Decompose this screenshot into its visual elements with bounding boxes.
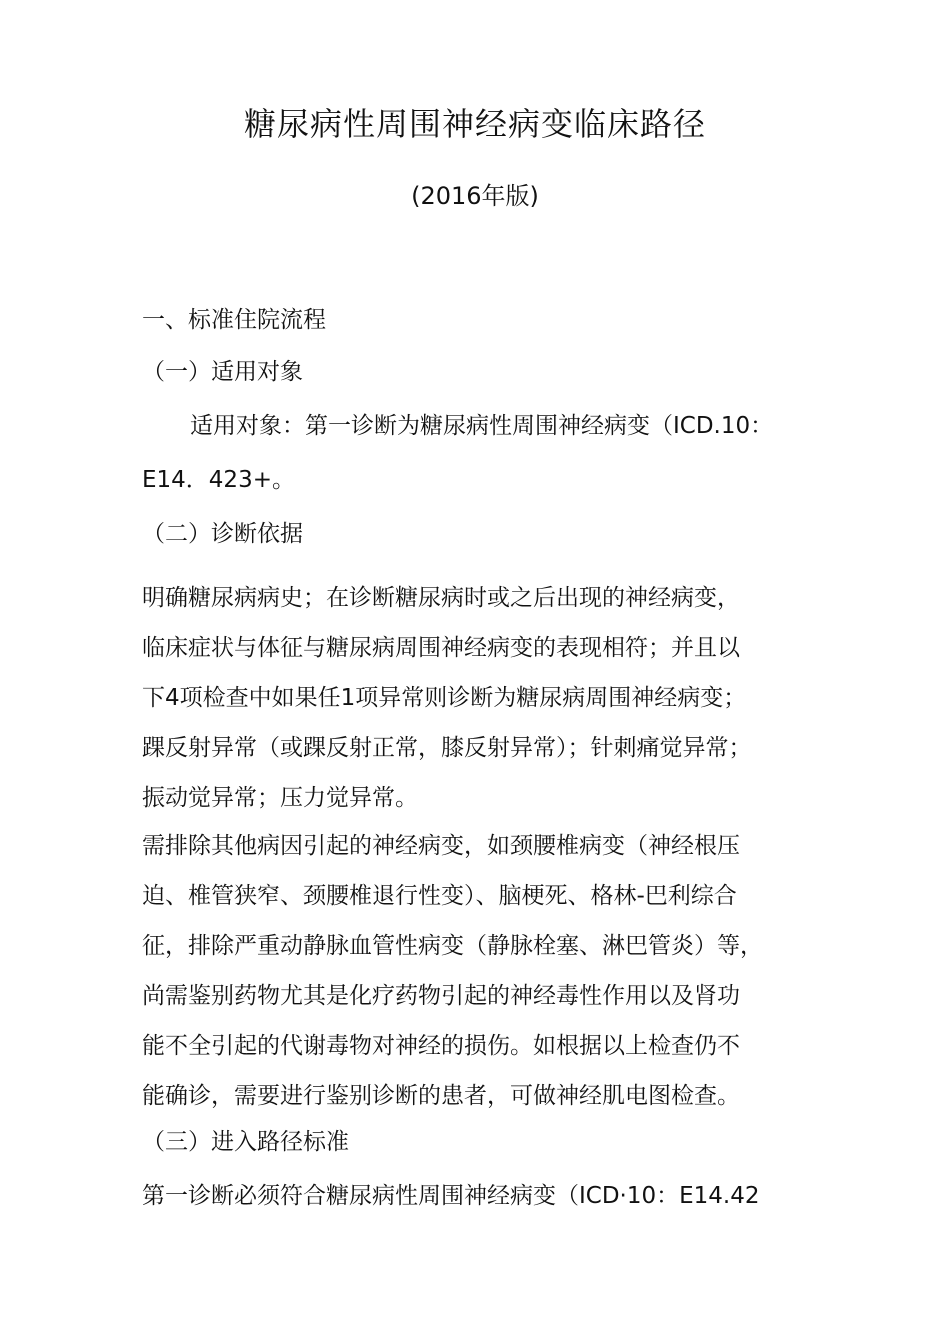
paragraph-line: 第一诊断必须符合糖尿病性周围神经病变（ICD·10：E14.42 xyxy=(142,1183,760,1209)
paragraph-line: 明确糖尿病病史；在诊断糖尿病时或之后出现的神经病变， xyxy=(142,585,740,611)
subsection-heading-diagnosis: （二）诊断依据 xyxy=(142,521,303,547)
paragraph-line: 征，排除严重动静脉血管性病变（静脉栓塞、淋巴管炎）等， xyxy=(142,933,763,959)
document-title: 糖尿病性周围神经病变临床路径 xyxy=(243,105,706,143)
paragraph-line: 振动觉异常；压力觉异常。 xyxy=(142,785,418,811)
paragraph-line: 踝反射异常（或踝反射正常，膝反射异常）；针刺痛觉异常； xyxy=(142,735,752,761)
paragraph-line: 临床症状与体征与糖尿病周围神经病变的表现相符；并且以 xyxy=(142,635,740,661)
document-subtitle: (2016年版) xyxy=(411,182,539,210)
paragraph-line: 能不全引起的代谢毒物对神经的损伤。如根据以上检查仍不 xyxy=(142,1033,740,1059)
paragraph-line: 下4项检查中如果任1项异常则诊断为糖尿病周围神经病变； xyxy=(142,685,747,711)
paragraph-line: 迫、椎管狭窄、颈腰椎退行性变）、脑梗死、格林-巴利综合 xyxy=(142,883,737,909)
paragraph-line: 尚需鉴别药物尤其是化疗药物引起的神经毒性作用以及肾功 xyxy=(142,983,740,1009)
paragraph-line: 适用对象：第一诊断为糖尿病性周围神经病变（ICD.10： xyxy=(190,413,774,439)
subsection-heading-applicable: （一）适用对象 xyxy=(142,359,303,385)
subsection-heading-pathway-entry: （三）进入路径标准 xyxy=(142,1129,349,1155)
paragraph-line: E14．423+。 xyxy=(142,467,295,493)
section-heading-1: 一、标准住院流程 xyxy=(142,307,326,333)
paragraph-line: 能确诊，需要进行鉴别诊断的患者，可做神经肌电图检查。 xyxy=(142,1083,740,1109)
paragraph-line: 需排除其他病因引起的神经病变，如颈腰椎病变（神经根压 xyxy=(142,833,740,859)
